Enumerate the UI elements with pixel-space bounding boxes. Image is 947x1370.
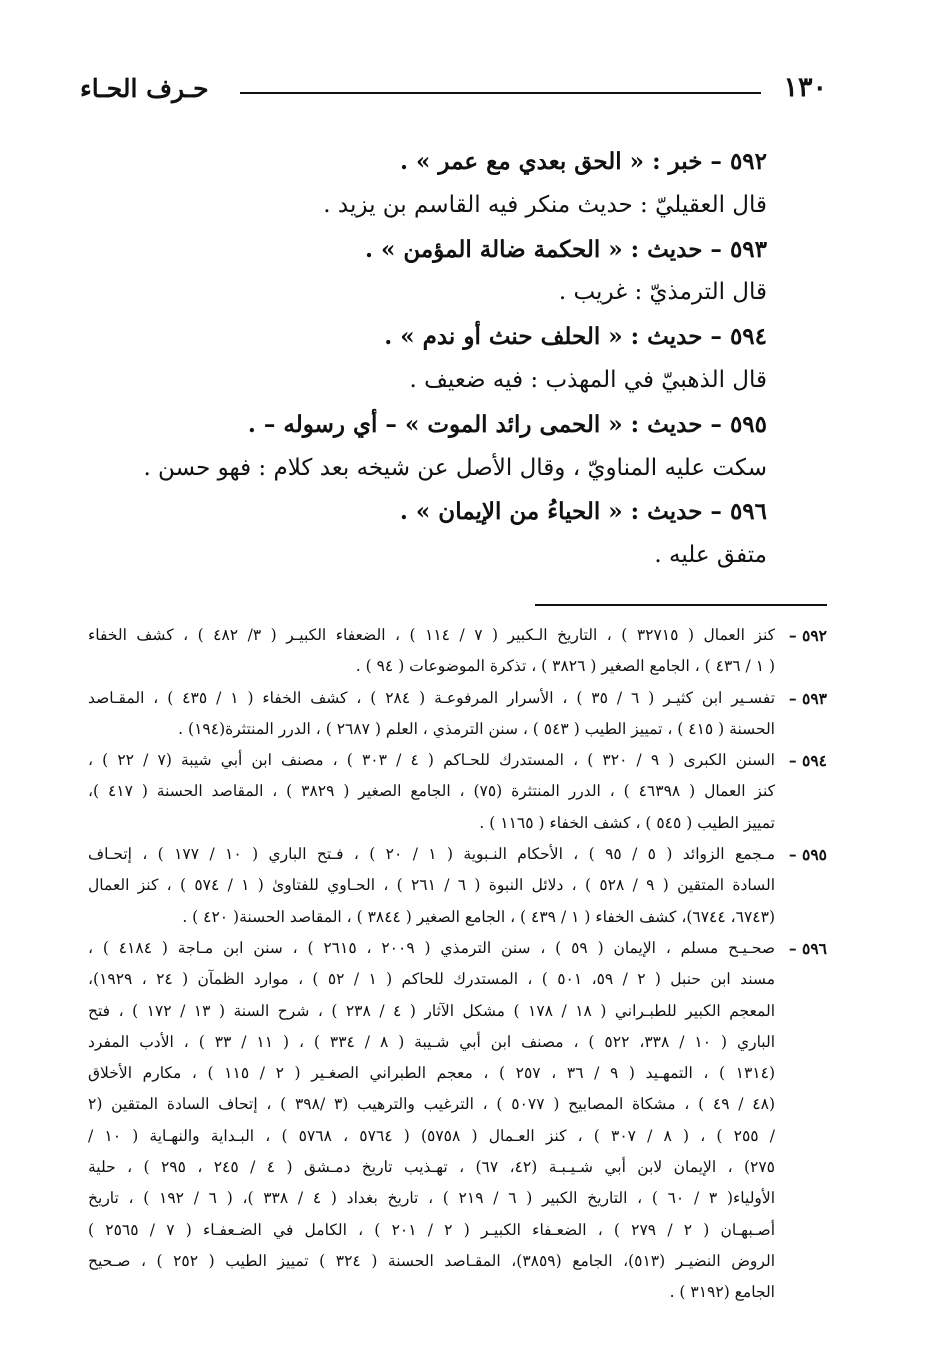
header-rule [240, 92, 761, 94]
hadith-entry: ٥٩٦ – حديث : « الحياءُ من الإيمان » . [399, 498, 767, 526]
footnote-line: الباري ( ١٠ / ٣٣٨، ٥٢٢ ) ، مصنف ابن أبي شـيبة ( ٨ / ٣٣٤ ) ، ( ١١ / ٣٣ ) ، الأدب المفرد [88, 1032, 775, 1051]
page-number: ١٣٠ [783, 72, 827, 103]
hadith-entry: ٥٩٣ – حديث : « الحكمة ضالة المؤمن » . [364, 235, 767, 263]
footnote-line: صحـيـح مسلم ، الإيمان ( ٥٩ ) ، سنن الترمذي ( ٢٠٠٩ ، ٢٦١٥ ) ، سنن ابن مـاجة ( ٤١٨٤ ) ، [88, 938, 775, 957]
footnote-line: كنز العمال ( ٤٦٣٩٨ ) ، الدرر المنتثرة (٧٥) ، الجامع الصغير ( ٣٨٢٩ ) ، المقاصد الحسنة ( ٤١٧ )، [88, 782, 775, 801]
footnote-line: مسند ابن حنبل ( ٢ / ٥٩، ٥٠١ ) ، المستدرك للحاكم ( ١ / ٥٢ ) ، موارد الظمآن ( ٢٤ ، ١٩٢٩)، [88, 970, 775, 989]
footnote-number: ٥٩٤ – [788, 751, 827, 771]
footnote-line: تمييز الطيب ( ٥٤٥ ) ، كشف الخفاء ( ١١٦٥ ) . [479, 813, 775, 832]
running-title: حـرف الحـاء [80, 74, 209, 103]
hadith-entry: ٥٩٢ – خبر : « الحق بعدي مع عمر » . [399, 148, 767, 175]
footnote-number: ٥٩٦ – [788, 938, 827, 958]
footnote [88, 620, 827, 683]
footnote-line: ٢٧٥) ، الإيمان لابن أبي شـيـبـة (٤٢، ٦٧) ، تهـذيب تاريخ دمـشق ( ٤ / ٢٤٥ ، ٢٩٥ ) ، حلية [88, 1158, 775, 1177]
footnote-line: السادة المتقين ( ٩ / ٥٢٨ ) ، دلائل النبوة ( ٦ / ٢٦١ ) ، الحـاوي للفتاوىٰ ( ١ / ٥٧٤ ) ، كنز العمال [88, 876, 775, 895]
footnote-line: مـجمع الزوائد ( ٥ / ٩٥ ) ، الأحكام النـبوية ( ١ / ٢٠ ) ، فـتح الباري ( ١٠ / ١٧٧ ) ، إتحـاف [88, 845, 775, 864]
footnote-line: تفسـير ابن كثيـر ( ٦ / ٣٥ ) ، الأسرار المرفوعـة ( ٢٨٤ ) ، كشف الخفاء ( ١ / ٤٣٥ ) ، المقـاصد [88, 688, 775, 707]
footnote [88, 745, 827, 839]
footnote [88, 839, 827, 933]
footnote-line: السنن الكبرى ( ٩ / ٣٢٠ ) ، المستدرك للحـاكم ( ٤ / ٣٠٣ ) ، مصنف ابن أبي شيبة (٧ / ٢٢ ) ، [88, 751, 775, 770]
footnote-line: (٦٧٤٣، ٦٧٤٤)، كشف الخفاء ( ١ / ٤٣٩ ) ، الجامع الصغير ( ٣٨٤٤ ) ، المقاصد الحسنة( ٤٢٠ ) . [182, 907, 775, 926]
footnote-line: (١٣١٤ ) ، التمهـيد ( ٩ / ٣٦ ، ٢٥٧ ) ، معجم الطبراني الصغـير ( ٢ / ١١٥ ) ، مكارم الأخلاق [88, 1064, 775, 1083]
footnote-line: أصـبهـان ( ٢ / ٢٧٩ ) ، الضعـفاء الكبيـر ( ٢ / ٢٠١ ) ، الكامل في الضـعفـاء ( ٧ / ٢٥٦٥ ) [88, 1220, 775, 1239]
footnote-line: (٤٨ / ٤٩ ) ، مشكاة المصابيح ( ٥٠٧٧ ) ، الترغيب والترهيب (٣ /٣٩٨ ) ، إتحاف السادة المتقين (٢ [88, 1095, 775, 1114]
footnote-line: المعجم الكبير للطبـراني ( ١٨ / ١٧٨ ) مشكل الآثار ( ٤ / ٢٣٨ ) ، شرح السنة ( ١٣ / ١٧٢ ) ، فتح [88, 1001, 775, 1020]
footnote-line: الأولياء( ٣ / ٦٠ ) ، التاريخ الكبير ( ٦ / ٢١٩ ) ، تاريخ بغداد ( ٤ / ٣٣٨ )، ( ٦ / ١٩٢ ) ، تاريخ [88, 1189, 775, 1208]
hadith-comment: سكت عليه المناويّ ، وقال الأصل عن شيخه بعد كلام : فهو حسن . [143, 454, 767, 481]
hadith-comment: قال الذهبيّ في المهذب : فيه ضعيف . [409, 366, 767, 393]
footnote-number: ٥٩٥ – [788, 845, 827, 865]
footnote-line: الجامع (٣١٩٢ ) . [669, 1283, 775, 1302]
footnotes [88, 620, 827, 1309]
hadith-entry: ٥٩٤ – حديث : « الحلف حنث أو ندم » . [384, 323, 767, 351]
hadith-entry: ٥٩٥ – حديث : « الحمى رائد الموت » – أي رسوله – . [247, 410, 767, 438]
footnote-number: ٥٩٢ – [788, 626, 827, 645]
hadith-comment: متفق عليه . [654, 542, 767, 569]
footnote-line: كنز العمال ( ٣٢٧١٥ ) ، التاريخ الـكبير ( ٧ / ١١٤ ) ، الضعفاء الكبيـر ( ٣/ ٤٨٢ ) ، كشف الخفاء [88, 626, 775, 644]
main-text [60, 140, 767, 578]
footnote-line: الحسنة ( ٤١٥ ) ، تمييز الطيب ( ٥٤٣ ) ، سنن الترمذي ، العلم ( ٢٦٨٧ ) ، الدرر المنتثرة(١٩٤) . [178, 719, 775, 738]
footnote [88, 933, 827, 1309]
page-header [80, 64, 827, 114]
hadith-comment: قال الترمذيّ : غريب . [558, 279, 767, 306]
footnote-separator [535, 604, 827, 606]
footnote-line: / ٢٥٥ ) ، ( ٨ / ٣٠٧ ) ، كنز العـمال ( ٥٧٥٨) ( ٥٧٦٤ ، ٥٧٦٨ ) ، البـداية والنهـاية ( ١٠ / [88, 1126, 775, 1145]
footnote-line: الروض النضيـر (٥١٣)، الجامع (٣٨٥٩)، المقـاصد الحسنة ( ٣٢٤ ) تمييز الطيب ( ٢٥٢ ) ، صـحيح [88, 1251, 775, 1270]
footnote-number: ٥٩٣ – [788, 688, 827, 708]
footnote [88, 683, 827, 746]
footnote-line: ( ١ / ٤٣٦ ) ، الجامع الصغير ( ٣٨٢٦ ) ، تذكرة الموضوعات ( ٩٤ ) . [355, 657, 775, 676]
hadith-comment: قال العقيليّ : حديث منكر فيه القاسم بن يزيد . [323, 191, 767, 218]
